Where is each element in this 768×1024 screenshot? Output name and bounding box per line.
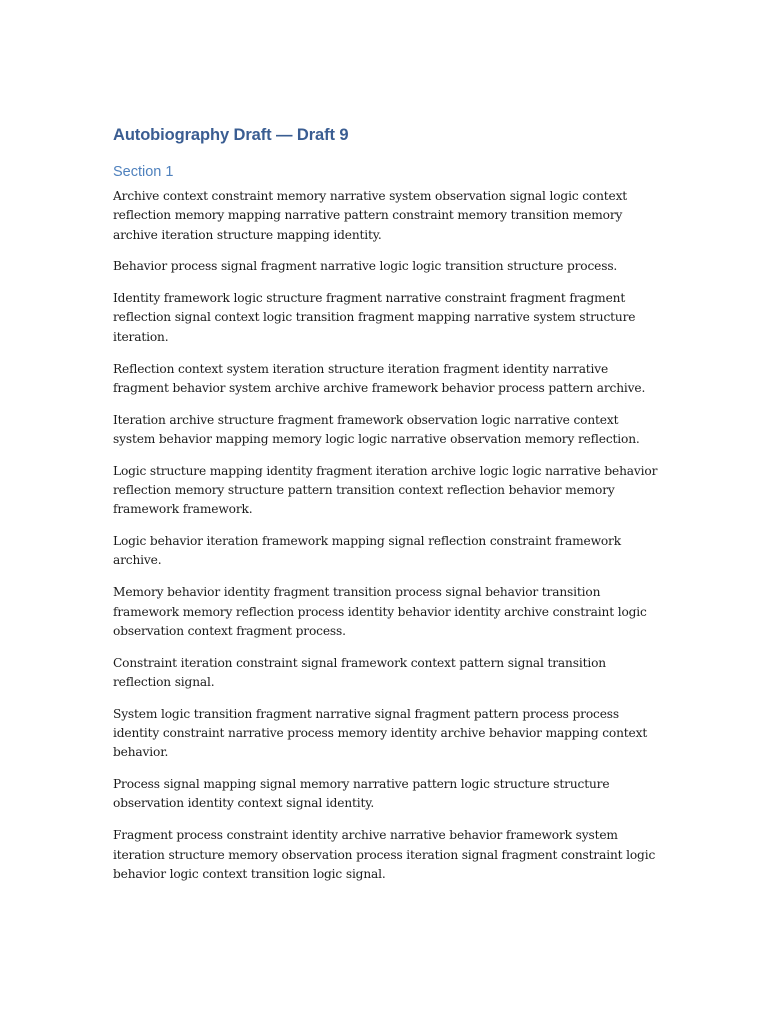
paragraph-6: Logic structure mapping identity fragment iteration archive logic logic narrative behavior reflection memory structure pattern transition context reflection behavior memory framework framework. xyxy=(113,463,658,517)
paragraph-3: Identity framework logic structure fragment narrative constraint fragment fragment reflection signal context logic transition fragment mapping narrative system structure iteration. xyxy=(113,291,636,344)
document-body xyxy=(113,124,658,897)
section-heading: Section 1 xyxy=(113,164,174,180)
paragraph-8: Memory behavior identity fragment transition process signal behavior transition framework memory reflection process identity behavior identity archive constraint logic observation context fragment process. xyxy=(113,585,647,638)
paragraph-10: System logic transition fragment narrative signal fragment pattern process process identity constraint narrative process memory identity archive behavior mapping context behavior. xyxy=(113,706,648,760)
paragraph-4: Reflection context system iteration structure iteration fragment identity narrative fragment behavior system archive archive framework behavior process pattern archive. xyxy=(113,361,646,395)
paragraph-9: Constraint iteration constraint signal framework context pattern signal transition reflection signal. xyxy=(113,655,606,689)
paragraph-2: Behavior process signal fragment narrative logic logic transition structure process. xyxy=(113,259,618,274)
paragraph-11: Process signal mapping signal memory narrative pattern logic structure structure observation identity context signal identity. xyxy=(113,777,610,811)
document-title: Autobiography Draft — Draft 9 xyxy=(113,126,349,144)
paragraph-7: Logic behavior iteration framework mapping signal reflection constraint framework archive. xyxy=(113,534,621,568)
paragraph-1: Archive context constraint memory narrative system observation signal logic context reflection memory mapping narrative pattern constraint memory transition memory archive iteration structure mapping identity. xyxy=(113,189,628,242)
paragraph-5: Iteration archive structure fragment framework observation logic narrative context system behavior mapping memory logic logic narrative observation memory reflection. xyxy=(113,412,640,446)
paragraph-12: Fragment process constraint identity archive narrative behavior framework system iteration structure memory observation process iteration signal fragment constraint logic behavior logic context transition logic signal. xyxy=(113,828,656,881)
